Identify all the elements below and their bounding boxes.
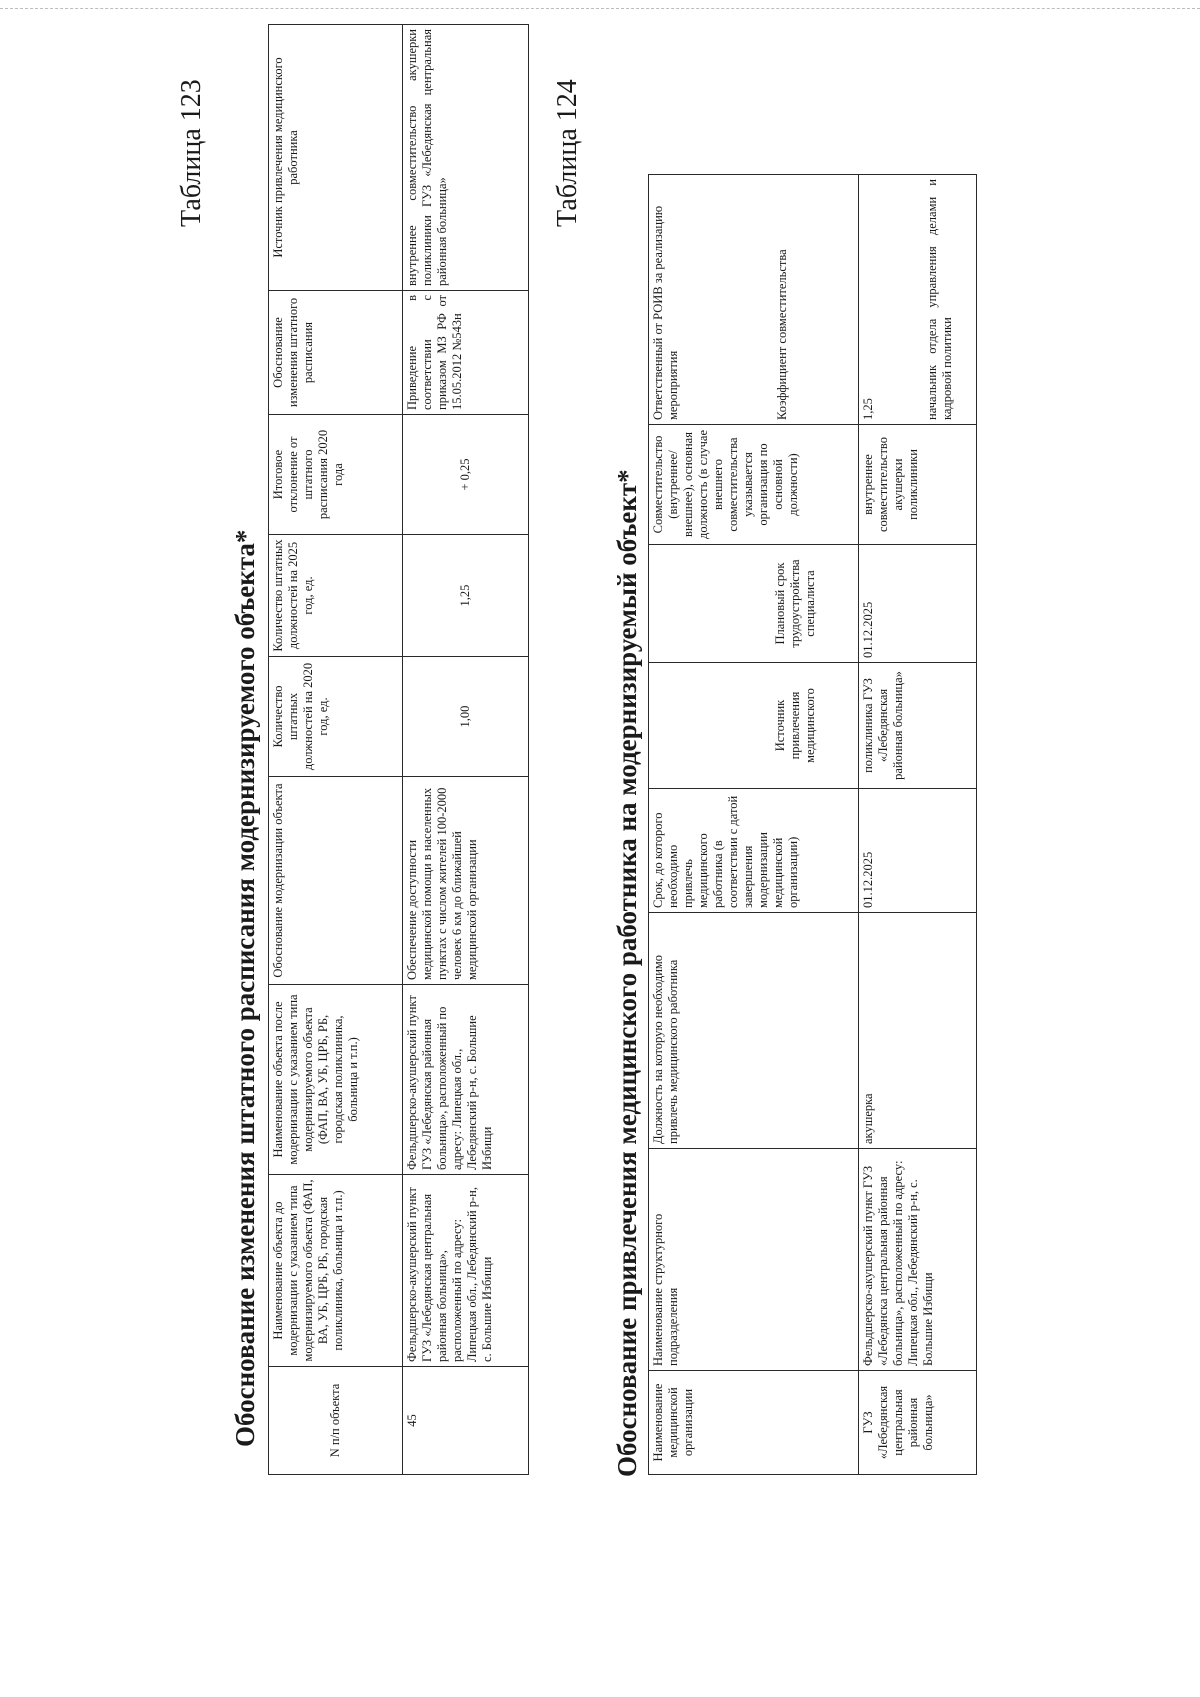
table-cell: начальник отдела управления делами и кадровой политики [925,179,954,420]
table-cell: внутреннее совместительство акушерки поликлиники [859,425,977,545]
table-cell: 01.12.2025 [859,789,977,913]
table-cell: 1,25 [403,535,529,657]
table-124-header-row [649,175,859,1475]
table-cell: Обеспечение доступности медицинской помощи в населенных пунктах с числом жителей 100-2000 человек 6 км до ближайшей медицинской организации [403,777,529,985]
table-row [859,175,977,1475]
header-cell: Наименование медицинской организации [649,1371,859,1475]
header-cell: Обоснование модернизации объекта [269,777,403,985]
header-cell: Срок, до которого необходимо привлечь медицинского работника (в соответствии с датой завершения модернизации медицинской организации) [649,789,859,913]
header-cell: Коэффициент совместительства [775,249,789,420]
header-cell: Наименование структурного подразделения [649,1149,859,1371]
header-cell: Наименование объекта до модернизации с указанием типа модернизируемого объекта (ФАП, ВА, УБ, ЦРБ, РБ, городская поликлиника, больница и т.п.) [269,1175,403,1367]
table-cell: + 0,25 [403,415,529,535]
header-cell: Совместительство (внутреннее/внешнее), основная должность (в случае внешнего совместительства указывается организация по основной должности) [649,425,859,545]
table-cell: Фельдшерско-акушерский пункт ГУЗ «Лебедянская центральная районная больница», расположенный по адресу: Липецкая обл., Лебедянский р-н, с. Большие Избищи [403,1175,529,1367]
table-cell: Фельдшерско-акушерский пункт ГУЗ «Лебедянская районная больница», расположенный по адресу: Липецкая обл., Лебедянский р-н, с. Большие Избищи [403,985,529,1175]
table-123-number: Таблица 123 [176,79,207,227]
table-123-header-row [269,25,403,1475]
table-cell: 45 [403,1367,529,1475]
header-cell: Источник привлечения медицинского работника [269,25,403,291]
table-cell: Фельдшерско-акушерский пункт ГУЗ «Лебедянска центральная районная больница», расположенный по адресу: Липецкая обл., Лебедянский р-н, с. Большие Избищи [859,1149,977,1371]
header-cell: Ответственный от РОИВ за реализацию мероприятия [651,205,680,420]
table-123 [268,24,529,1475]
table-cell: 1,00 [403,657,529,777]
table-cell: 1,25 [861,398,875,420]
header-cell: Плановый срок трудоустройства специалиста [649,545,859,663]
table-row [403,25,529,1475]
header-cell: Источник привлечения медицинского [649,663,859,789]
header-cell: N п/п объекта [269,1367,403,1475]
table-cell: 01.12.2025 [859,545,977,663]
table-124-title: Обоснование привлечения медицинского работника на модернизируемый объект* [612,469,642,1477]
header-cell: Итоговое отклонение от штатного расписания 2020 года [269,415,403,535]
table-124-number: Таблица 124 [552,79,583,227]
header-cell: Обоснование изменения штатного расписания [269,291,403,415]
table-cell: внутреннее совместительство акушерки поликлиники ГУЗ «Лебедянская центральная районная больница» [403,25,529,291]
header-cell: Количество штатных должностей на 2020 год, ед. [269,657,403,777]
header-cell: Количество штатных должностей на 2025 год, ед. [269,535,403,657]
table-123-title: Обоснование изменения штатного расписания модернизируемого объекта* [230,529,260,1447]
table-cell: Приведение в соответствии с приказом МЗ РФ от 15.05.2012 №543н [403,291,529,415]
table-cell: акушерка [859,913,977,1149]
table-cell-group [859,175,977,425]
header-cell: Наименование объекта после модернизации с указанием типа модернизируемого объекта (ФАП, ВА, УБ, ЦРБ, РБ, городская поликлиника, больница и т.п.) [269,985,403,1175]
table-124 [648,174,977,1475]
table-cell: поликлиника ГУЗ «Лебедянская районная больница» [859,663,977,789]
header-cell: Должность на которую необходимо привлечь медицинского работника [649,913,859,1149]
table-cell: ГУЗ «Лебедянская центральная районная больница» [859,1371,977,1475]
header-cell-group [649,175,859,425]
